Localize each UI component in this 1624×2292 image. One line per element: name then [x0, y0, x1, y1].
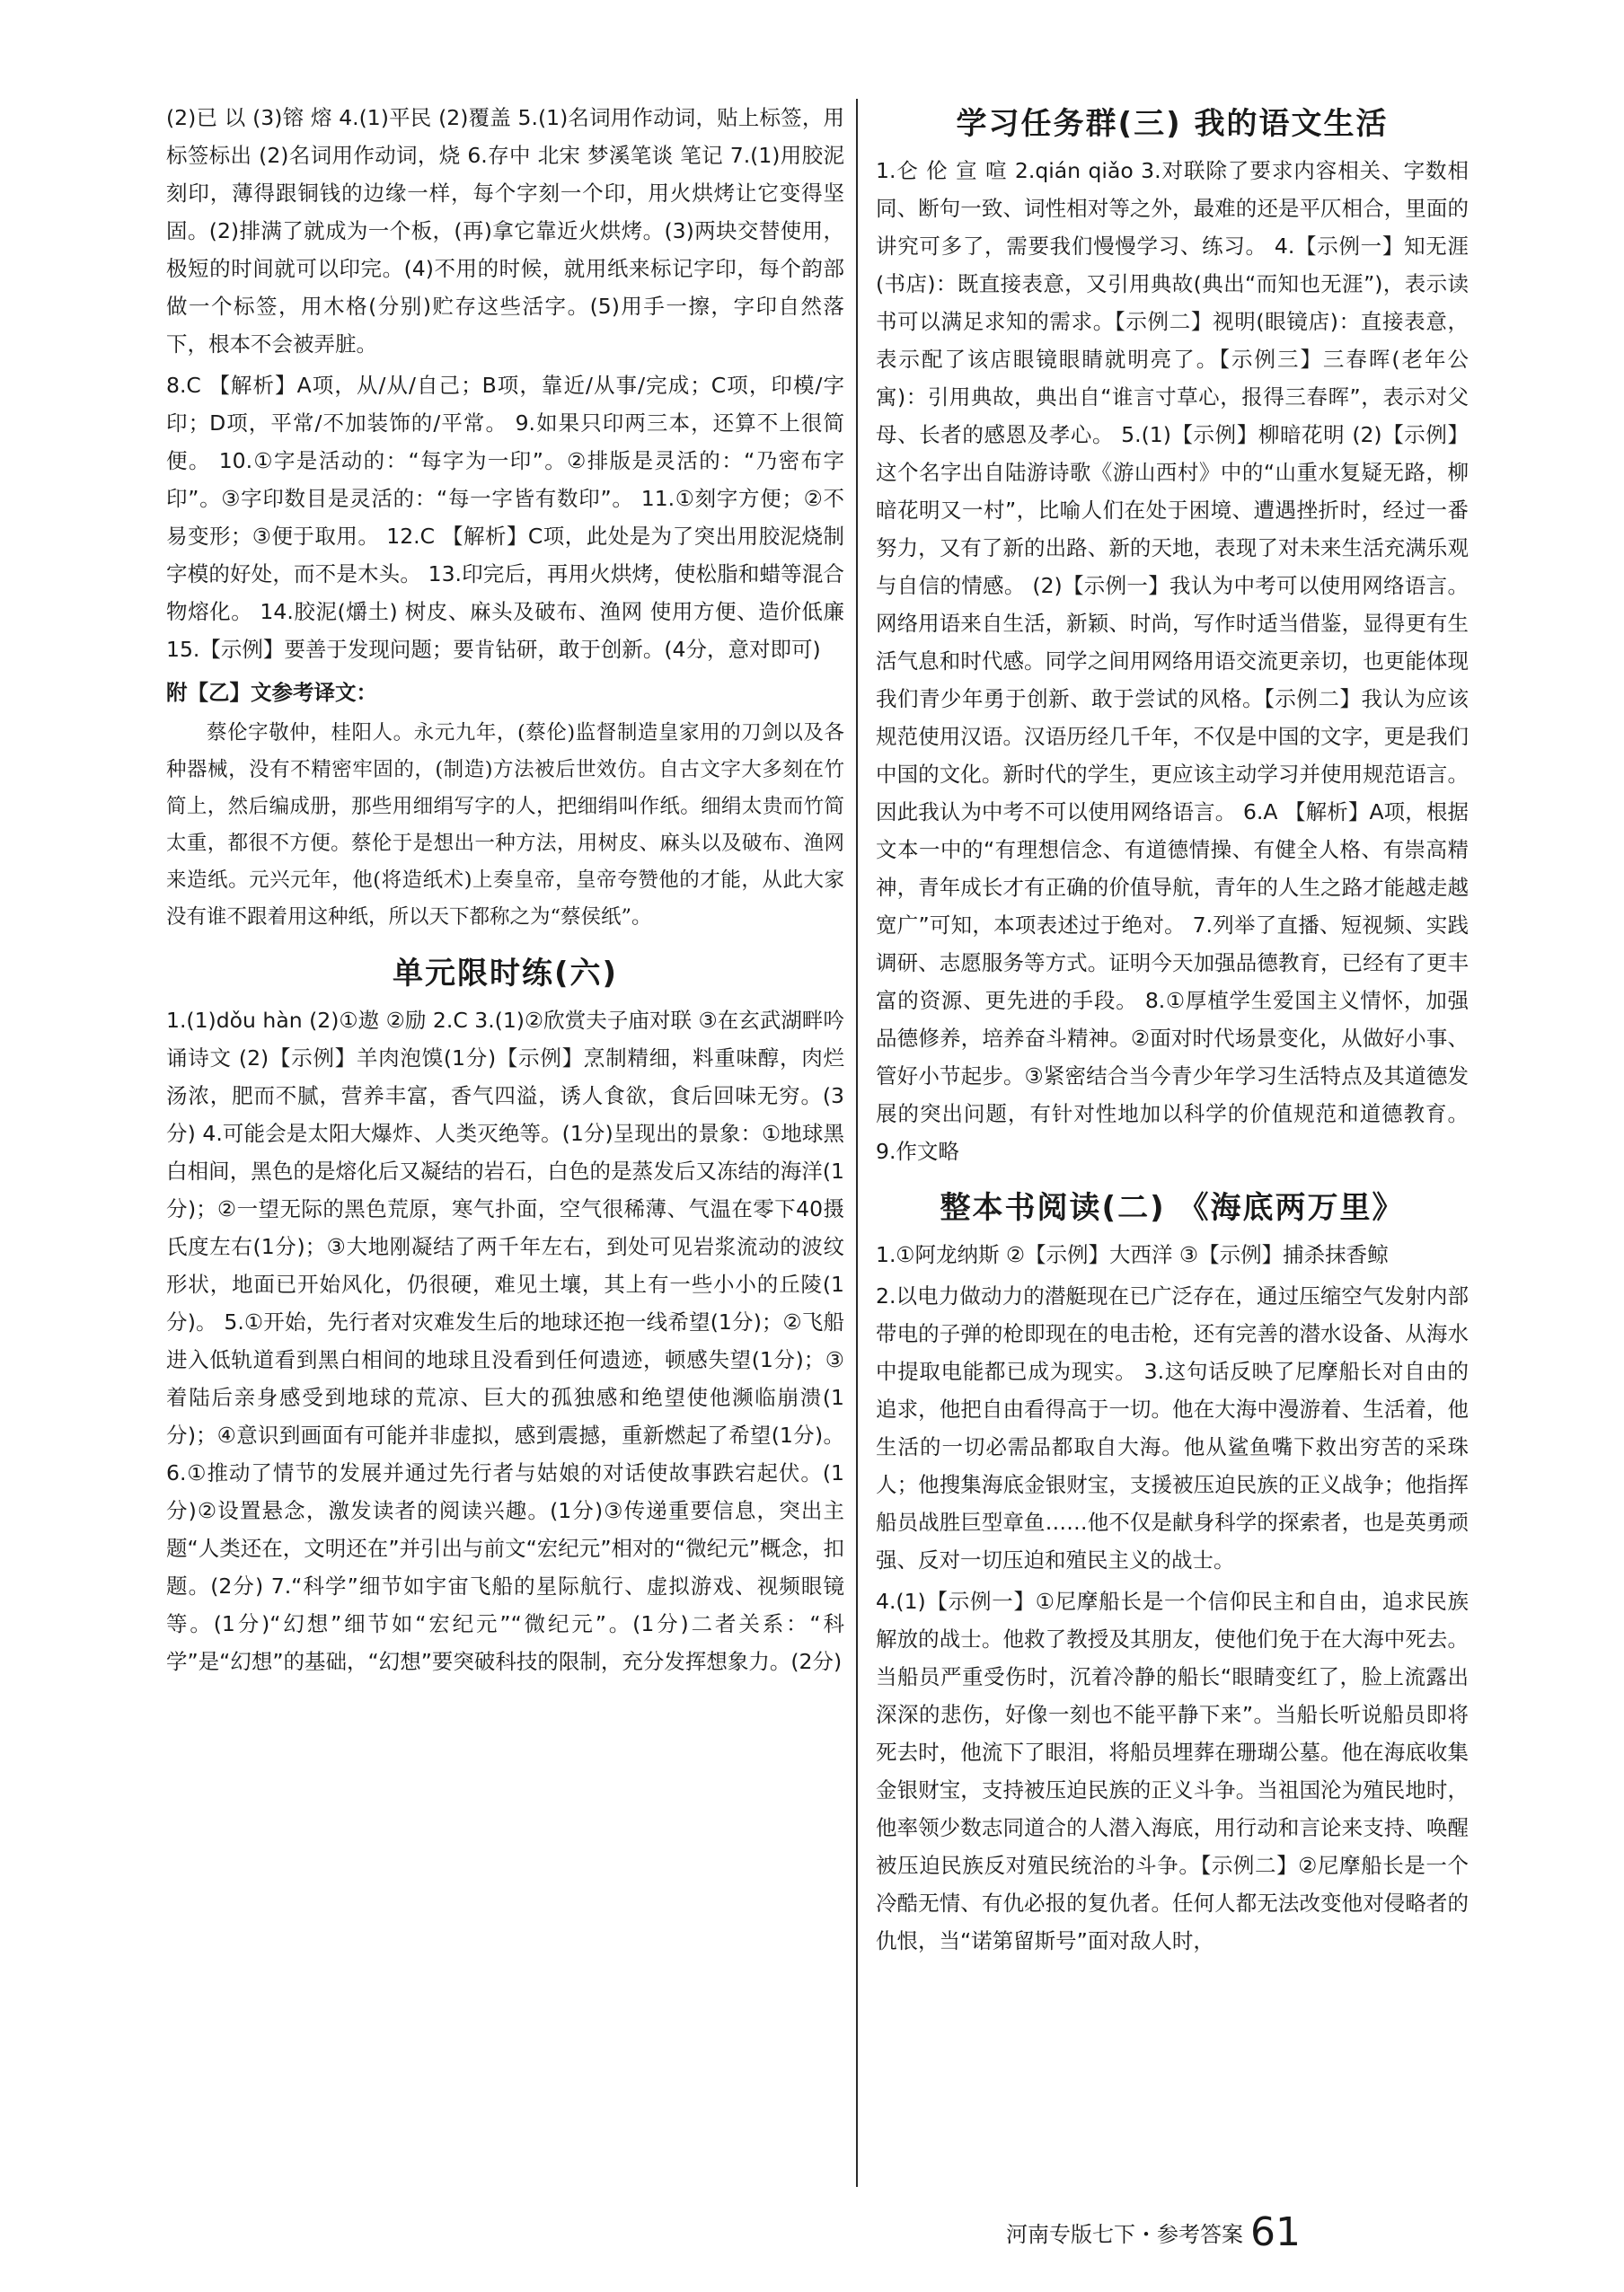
answer-paragraph-4: 1.仑 伦 宣 喧 2.qián qiǎo 3.对联除了要求内容相关、字数相同、断句一致、词性相对等之外，最难的还是平仄相合，里面的讲究可多了，需要我们慢慢学习、练习。 4.【示例一】知无涯(书店)：既直接表意，又引用典故(典出“而知也无涯”)，表示读书可以满足求知的需求。【示例二】视明(眼镜店)：直接表意，表示配了该店眼镜眼睛就明亮了。【示例三】三春晖(老年公寓)：引用典故，典出自“谁言寸草心，报得三春晖”，表示对父母、长者的感恩及孝心。 5.(1)【示例】柳暗花明 (2)【示例】这个名字出自陆游诗歌《游山西村》中的“山重水复疑无路，柳暗花明又一村”，比喻人们在处于困境、遭遇挫折时，经过一番努力，又有了新的出路、新的天地，表现了对未来生活充满乐观与自信的情感。 (2)【示例一】我认为中考可以使用网络语言。网络用语来自生活，新颖、时尚，写作时适当借鉴，显得更有生活气息和时代感。同学之间用网络用语交流更亲切，也更能体现我们青少年勇于创新、敢于尝试的风格。【示例二】我认为应该规范使用汉语。汉语历经几千年，不仅是中国的文字，更是我们中国的文化。新时代的学生，更应该主动学习并使用规范语言。因此我认为中考不可以使用网络语言。 6.A 【解析】A项，根据文本一中的“有理想信念、有道德情操、有健全人格、有崇高精神，青年成长才有正确的价值导航，青年的人生之路才能越走越宽广”可知，本项表述过于绝对。 7.列举了直播、短视频、实践调研、志愿服务等方式。证明今天加强品德教育，已经有了更丰富的资源、更先进的手段。 8.①厚植学生爱国主义情怀，加强品德修养，培养奋斗精神。②面对时代场景变化，从做好小事、管好小节起步。③紧密结合当今青少年学习生活特点及其道德发展的突出问题，有针对性地加以科学的价值规范和道德教育。 9.作文略	[876, 158, 1469, 1164]
right-column	[876, 99, 1469, 1963]
translation-heading: 附【乙】文参考译文：	[166, 680, 377, 705]
section-heading-task-group: 学习任务群(三) 我的语文生活	[956, 106, 1389, 142]
answer-paragraph-5: 1.①阿龙纳斯 ②【示例】大西洋 ③【示例】捕杀抹香鲸	[876, 1242, 1389, 1267]
answer-paragraph-3: 1.(1)dǒu hàn (2)①遨 ②励 2.C 3.(1)②欣赏夫子庙对联 ③在玄武湖畔吟诵诗文 (2)【示例】羊肉泡馍(1分)【示例】烹制精细，料重味醇，肉烂汤浓，肥而不腻，营养丰富，香气四溢，诱人食欲，食后回味无穷。(3分) 4.可能会是太阳大爆炸、人类灭绝等。(1分)呈现出的景象：①地球黑白相间，黑色的是熔化后又凝结的岩石，白色的是蒸发后又冻结的海洋(1分)；②一望无际的黑色荒原，寒气扑面，空气很稀薄、气温在零下40摄氏度左右(1分)；③大地刚凝结了两千年左右，到处可见岩浆流动的波纹形状，地面已开始风化，仍很硬，难见土壤，其上有一些小小的丘陵(1分)。 5.①开始，先行者对灾难发生后的地球还抱一线希望(1分)；②飞船进入低轨道看到黑白相间的地球且没看到任何遗迹，顿感失望(1分)；③着陆后亲身感受到地球的荒凉、巨大的孤独感和绝望使他濒临崩溃(1分)；④意识到画面有可能并非虚拟，感到震撼，重新燃起了希望(1分)。 6.①推动了情节的发展并通过先行者与姑娘的对话使故事跌宕起伏。(1分)②设置悬念，激发读者的阅读兴趣。(1分)③传递重要信息，突出主题“人类还在，文明还在”并引出与前文“宏纪元”相对的“微纪元”概念，扣题。(2分) 7.“科学”细节如宇宙飞船的星际航行、虚拟游戏、视频眼镜等。(1分)“幻想”细节如“宏纪元”“微纪元”。(1分)二者关系：“科学”是“幻想”的基础，“幻想”要突破科技的限制，充分发挥想象力。(2分)	[166, 1008, 844, 1674]
page-footer	[1006, 2209, 1301, 2255]
translation-text: 蔡伦字敬仲，桂阳人。永元九年，(蔡伦)监督制造皇家用的刀剑以及各种器械，没有不精密牢固的，(制造)方法被后世效仿。自古文字大多刻在竹简上，然后编成册，那些用细绢写字的人，把细绢叫作纸。细绢太贵而竹简太重，都很不方便。蔡伦于是想出一种方法，用树皮、麻头以及破布、渔网来造纸。元兴元年，他(将造纸术)上奏皇帝，皇帝夸赞他的才能，从此大家没有谁不跟着用这种纸，所以天下都称之为“蔡侯纸”。	[166, 721, 844, 929]
answer-paragraph-6: 2.以电力做动力的潜艇现在已广泛存在，通过压缩空气发射内部带电的子弹的枪即现在的电击枪，还有完善的潜水设备、从海水中提取电能都已成为现实。 3.这句话反映了尼摩船长对自由的追求，他把自由看得高于一切。他在大海中漫游着、生活着，他生活的一切必需品都取自大海。他从鲨鱼嘴下救出穷苦的采珠人；他搜集海底金银财宝，支援被压迫民族的正义战争；他指挥船员战胜巨型章鱼……他不仅是献身科学的探索者，也是英勇顽强、反对一切压迫和殖民主义的战士。	[876, 1283, 1469, 1573]
page-number: 61	[1250, 2209, 1301, 2255]
column-divider	[856, 99, 858, 2187]
footer-label: 河南专版七下・参考答案	[1006, 2222, 1243, 2247]
answer-paragraph-7: 4.(1)【示例一】①尼摩船长是一个信仰民主和自由，追求民族解放的战士。他救了教授及其朋友，使他们免于在大海中死去。当船员严重受伤时，沉着冷静的船长“眼睛变红了，脸上流露出深深的悲伤，好像一刻也不能平静下来”。当船长听说船员即将死去时，他流下了眼泪，将船员埋葬在珊瑚公墓。他在海底收集金银财宝，支持被压迫民族的正义斗争。当祖国沦为殖民地时，他率领少数志同道合的人潜入海底，用行动和言论来支持、唤醒被压迫民族反对殖民统治的斗争。【示例二】②尼摩船长是一个冷酷无情、有仇必报的复仇者。任何人都无法改变他对侵略者的仇恨，当“诺第留斯号”面对敌人时，	[876, 1589, 1469, 1953]
answer-paragraph-2: 8.C 【解析】A项，从/从/自己；B项，靠近/从事/完成；C项，印模/字印；D项，平常/不加装饰的/平常。 9.如果只印两三本，还算不上很简便。 10.①字是活动的：“每字为一印”。②排版是灵活的：“乃密布字印”。③字印数目是灵活的：“每一字皆有数印”。 11.①刻字方便；②不易变形；③便于取用。 12.C 【解析】C项，此处是为了突出用胶泥烧制字模的好处，而不是木头。 13.印完后，再用火烘烤，使松脂和蜡等混合物熔化。 14.胶泥(爝土) 树皮、麻头及破布、渔网 使用方便、造价低廉 15.【示例】要善于发现问题；要肯钻研，敢于创新。(4分，意对即可)	[166, 373, 844, 662]
answer-paragraph-1: (2)已 以 (3)镕 熔 4.(1)平民 (2)覆盖 5.(1)名词用作动词，贴上标签，用标签标出 (2)名词用作动词，烧 6.存中 北宋 梦溪笔谈 笔记 7.(1)用胶泥刻印，薄得跟铜钱的边缘一样，每个字刻一个印，用火烘烤让它变得坚固。(2)排满了就成为一个板，(再)拿它靠近火烘烤。(3)两块交替使用，极短的时间就可以印完。(4)不用的时候，就用纸来标记字印，每个韵部做一个标签，用木格(分别)贮存这些活字。(5)用手一擦，字印自然落下，根本不会被弄脏。	[166, 105, 844, 357]
section-heading-book-reading: 整本书阅读(二) 《海底两万里》	[940, 1190, 1405, 1226]
section-heading-unit-test: 单元限时练(六)	[392, 956, 619, 992]
left-column	[166, 99, 844, 1684]
